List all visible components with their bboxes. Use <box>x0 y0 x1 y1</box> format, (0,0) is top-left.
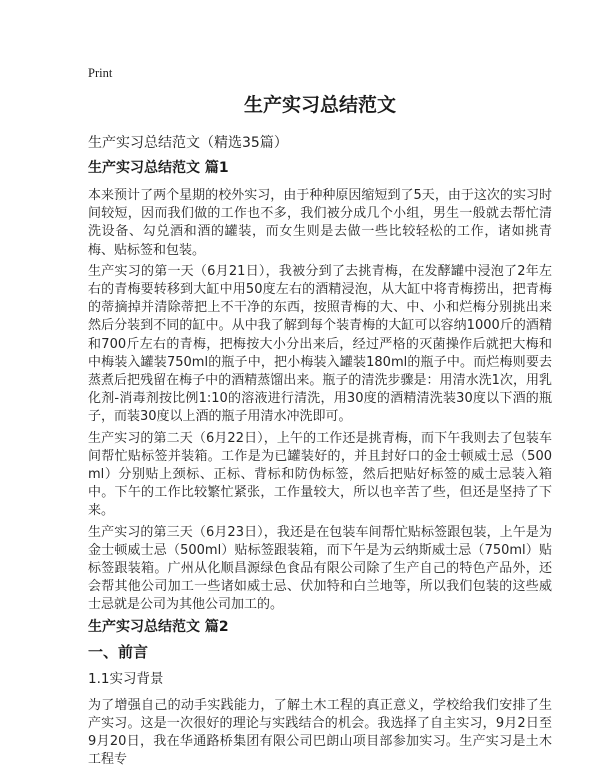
section1-paragraph-1: 本来预计了两个星期的校外实习，由于种种原因缩短到了5天，由于这次的实习时间较短，因而我们做的工作也不多，我们被分成几个小组，男生一般就去帮忙清洗设备、勾兑酒和酒的罐装，而女生则是去做一些比较轻松的工作，诸如挑青梅、贴标签和包装。 <box>88 188 552 258</box>
doc-subtitle: 生产实习总结范文（精选35篇） <box>88 135 288 151</box>
section2-subsection-label: 1.1实习背景 <box>88 670 164 687</box>
print-link[interactable]: Print <box>88 66 113 80</box>
section2-paragraph-1: 为了增强自己的动手实践能力，了解土木工程的真正意义，学校给我们安排了生产实习。这是一次很好的理论与实践结合的机会。我选择了自主实习，9月2日至9月20日，我在华通路桥集团有限公司巴朗山项目部参加实习。生产实习是土木工程专 <box>88 697 552 768</box>
section2-heading: 生产实习总结范文 篇2 <box>88 618 229 635</box>
section1-paragraph-3: 生产实习的第二天（6月22日），上午的工作还是挑青梅，而下午我则去了包装车间帮忙贴标签并装箱。工作是为已罐装好的，并且封好口的金士顿威士忌（500ml）分别贴上颈标、正标、背标和防伪标签，然后把贴好标签的威士忌装入箱中。下午的工作比较繁忙紧张，工作量较大，所以也辛苦了些，但还是坚持了下来。 <box>88 430 552 519</box>
section2-subheading: 一、前言 <box>88 642 149 661</box>
section1-paragraph-2: 生产实习的第一天（6月21日），我被分到了去挑青梅，在发酵罐中浸泡了2年左右的青梅要转移到大缸中用50度左右的酒精浸泡，从大缸中将青梅捞出，把青梅的蒂摘掉并清除蒂把上不干净的东西，按照青梅的大、中、小和烂梅分别挑出来然后分装到不同的缸中。从中我了解到每个装青梅的大缸可以容纳1000斤的酒精和700斤左右的青梅，把梅按大小分出来后，经过严格的灭菌操作后就把大梅和中梅装入罐装750ml的瓶子中，把小梅装入罐装180ml的瓶子中。而烂梅则要去蒸煮后把残留在梅子中的酒精蒸馏出来。瓶子的清洗步骤是：用清水洗1次，用乳化剂-消毒剂按比例1:10的溶液进行清洗，用30度的酒精清洗装30度以下酒的瓶子，而装30度以上酒的瓶子用清水冲洗即可。 <box>88 263 552 425</box>
section1-heading: 生产实习总结范文 篇1 <box>88 160 229 176</box>
page-title: 生产实习总结范文 <box>243 94 396 116</box>
section1-paragraph-4: 生产实习的第三天（6月23日），我还是在包装车间帮忙贴标签跟包装，上午是为金士顿威士忌（500ml）贴标签跟装箱，而下午是为云纳斯威士忌（750ml）贴标签跟装箱。广州从化顺昌源绿色食品有限公司除了生产自己的特色产品外，还会帮其他公司加工一些诸如威士忌、伏加特和白兰地等，所以我们包装的这些威士忌就是公司为其他公司加工的。 <box>88 524 552 613</box>
